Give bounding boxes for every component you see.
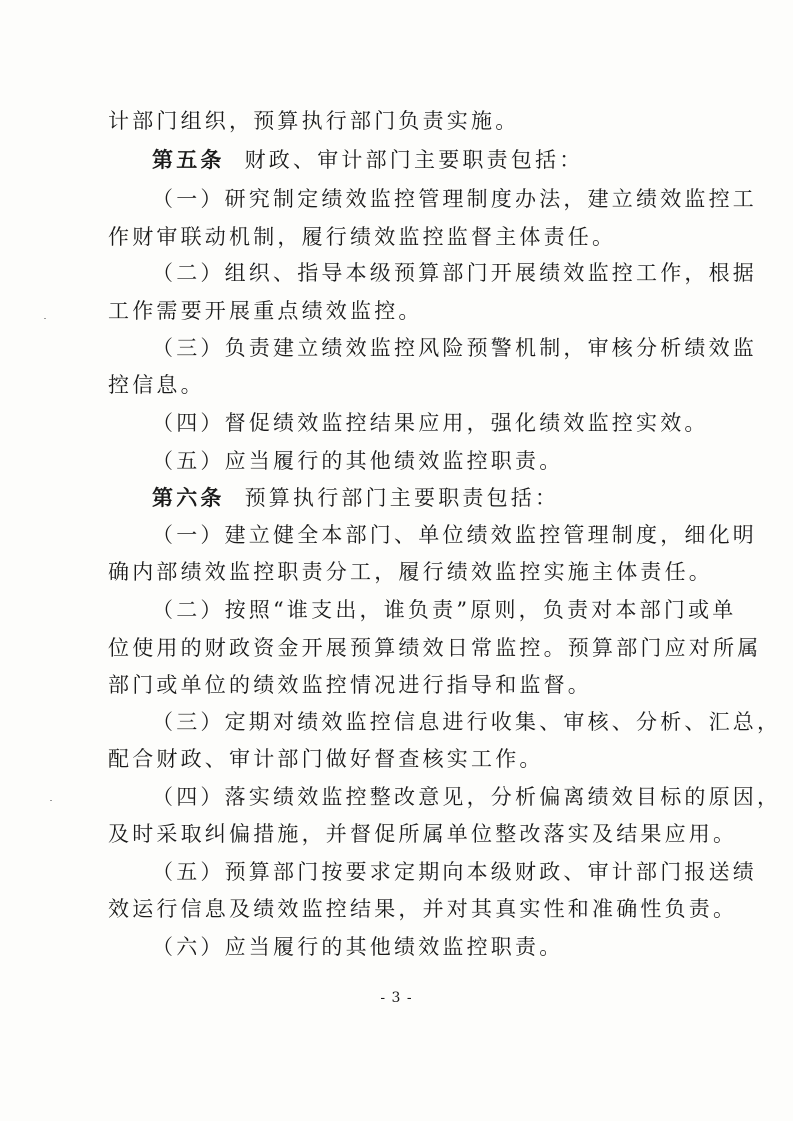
article-5-heading	[152, 145, 583, 175]
text-line: 作财审联动机制，履行绩效监控监督主体责任。	[108, 225, 617, 249]
text-line: 位使用的财政资金开展预算绩效日常监控。预算部门应对所属	[108, 636, 762, 660]
text-line: （一）建立健全本部门、单位绩效监控管理制度，细化明	[152, 523, 757, 547]
text-line: （五）预算部门按要求定期向本级财政、审计部门报送绩	[152, 860, 757, 884]
text-line: 配合财政、审计部门做好督查核实工作。	[108, 747, 544, 771]
article-6-label: 第六条	[152, 485, 225, 510]
text-line: （四）落实绩效监控整改意见，分析偏离绩效目标的原因，	[152, 785, 782, 809]
scan-speck	[50, 800, 52, 801]
text-line: （二）按照“谁支出，谁负责”原则，负责对本部门或单	[152, 598, 737, 622]
page-number: - 3 -	[380, 990, 413, 1006]
article-6-heading	[152, 483, 559, 513]
text-line: （三）定期对绩效监控信息进行收集、审核、分析、汇总，	[152, 710, 782, 734]
text-line: （三）负责建立绩效监控风险预警机制，审核分析绩效监	[152, 336, 757, 360]
text-line: 效运行信息及绩效监控结果，并对其真实性和准确性负责。	[108, 897, 738, 921]
text-line: （二）组织、指导本级预算部门开展绩效监控工作，根据	[152, 261, 757, 285]
text-line: （四）督促绩效监控结果应用，强化绩效监控实效。	[152, 411, 709, 435]
text-line: 确内部绩效监控职责分工，履行绩效监控实施主体责任。	[108, 560, 713, 584]
text-line: （五）应当履行的其他绩效监控职责。	[152, 449, 564, 473]
text-line: 计部门组织，预算执行部门负责实施。	[108, 109, 520, 133]
text-line: （六）应当履行的其他绩效监控职责。	[152, 935, 564, 959]
text-line: 控信息。	[108, 373, 205, 397]
article-6-title: 预算执行部门主要职责包括：	[244, 486, 560, 510]
text-line: 部门或单位的绩效监控情况进行指导和监督。	[108, 673, 592, 697]
text-line: （一）研究制定绩效监控管理制度办法，建立绩效监控工	[152, 187, 757, 211]
text-line: 及时采取纠偏措施，并督促所属单位整改落实及结果应用。	[108, 822, 738, 846]
article-5-label: 第五条	[152, 147, 225, 172]
text-line: 工作需要开展重点绩效监控。	[108, 299, 423, 323]
scan-speck	[44, 318, 46, 319]
article-5-title: 财政、审计部门主要职责包括：	[244, 148, 584, 172]
